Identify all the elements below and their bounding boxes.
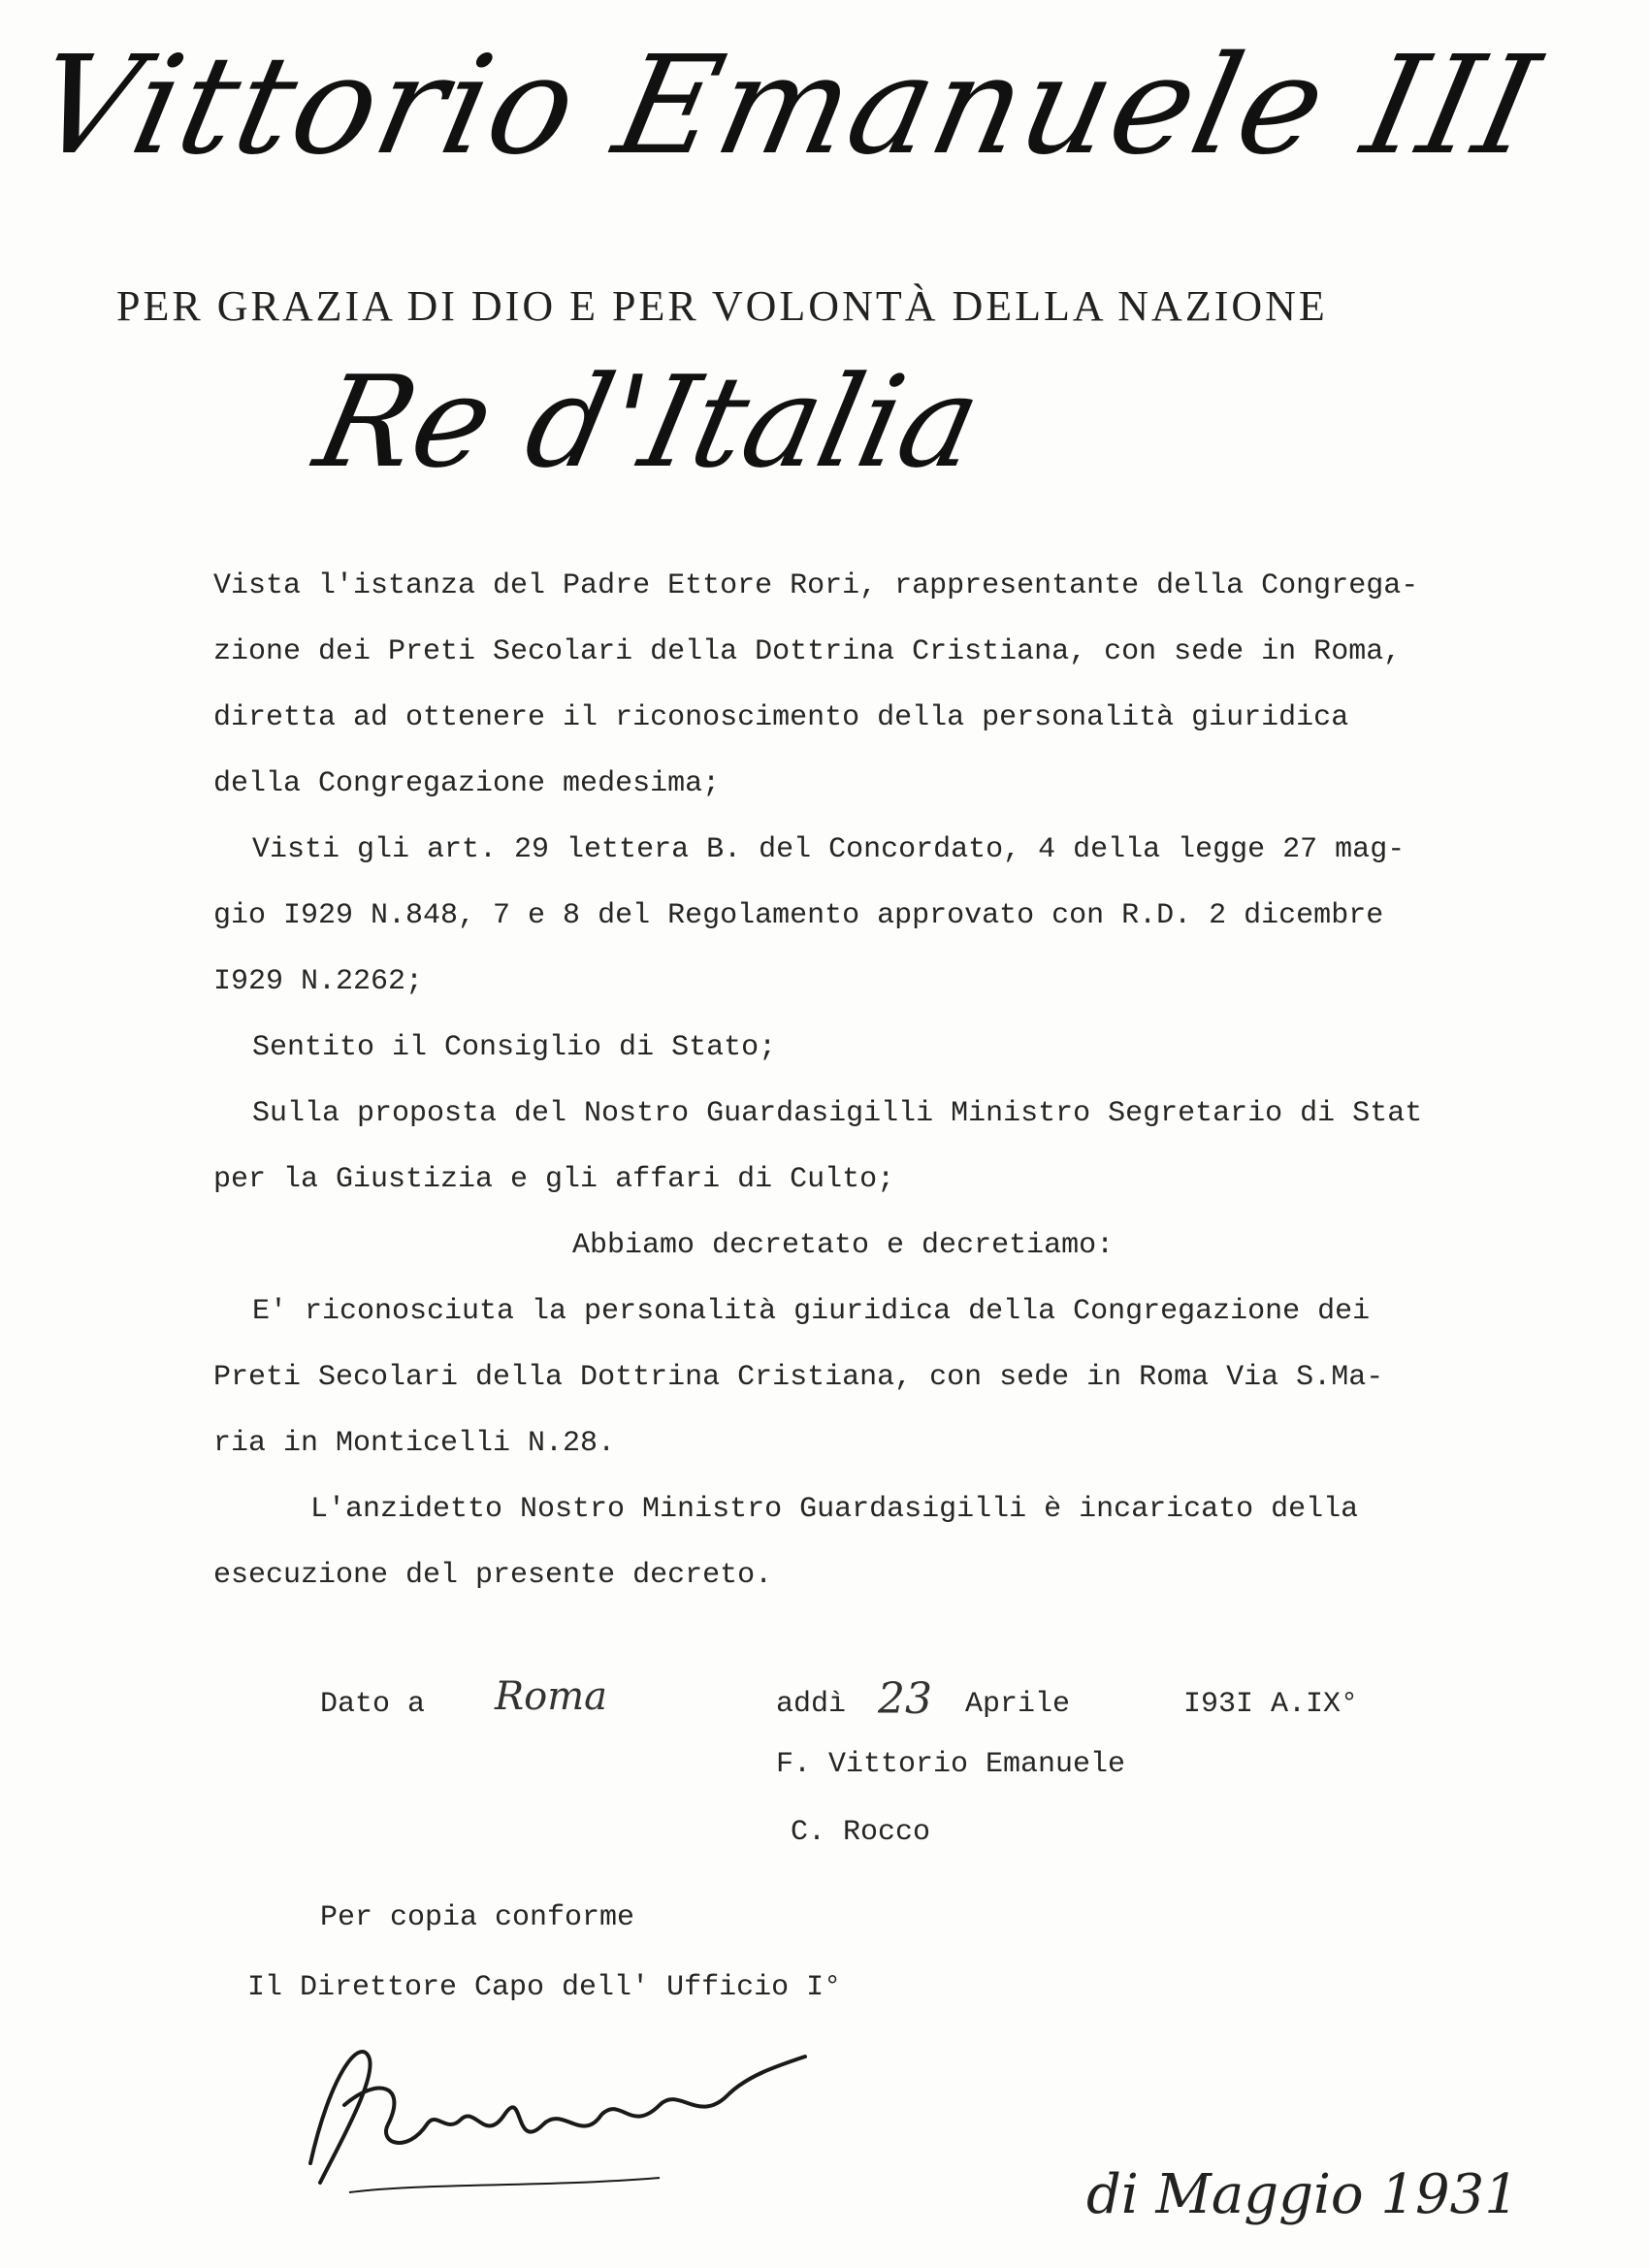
king-signature-line: F. Vittorio Emanuele <box>776 1748 1126 1781</box>
body-line: L'anzidetto Nostro Ministro Guardasigilli è incaricato della <box>310 1493 1359 1526</box>
body-line: Visti gli art. 29 lettera B. del Concordato, 4 della legge 27 mag- <box>252 833 1406 866</box>
handwritten-date: di Maggio 1931 <box>1086 2163 1519 2226</box>
dato-a-label: Dato a <box>320 1688 426 1721</box>
decree-heading: Abbiamo decretato e decretiamo: <box>572 1229 1115 1262</box>
body-line: esecuzione del presente decreto. <box>213 1559 773 1592</box>
minister-signature-line: C. Rocco <box>791 1816 931 1849</box>
body-line: I929 N.2262; <box>213 965 424 998</box>
royal-title: Re d'Italia <box>304 348 993 496</box>
director-line: Il Direttore Capo dell' Ufficio I° <box>247 1971 842 2004</box>
body-line: diretta ad ottenere il riconoscimento della personalità giuridica <box>213 701 1349 734</box>
body-line: per la Giustizia e gli affari di Culto; <box>213 1163 895 1196</box>
body-line: gio I929 N.848, 7 e 8 del Regolamento approvato con R.D. 2 dicembre <box>213 899 1384 932</box>
body-line: ria in Monticelli N.28. <box>213 1427 616 1460</box>
handwritten-place: Roma <box>495 1674 607 1719</box>
body-line: Sulla proposta del Nostro Guardasigilli Ministro Segretario di Stat <box>252 1097 1423 1130</box>
handwritten-day: 23 <box>878 1674 932 1724</box>
body-line: E' riconosciuta la personalità giuridica della Congregazione dei <box>252 1295 1371 1328</box>
document-title: Vittorio Emanuele III <box>21 27 1552 185</box>
document-subtitle: PER GRAZIA DI DIO E PER VOLONTÀ DELLA NAZIONE <box>116 282 1328 330</box>
decree-body <box>213 553 1571 1608</box>
addi-label: addì <box>776 1688 847 1721</box>
director-signature <box>291 2018 834 2212</box>
body-line: zione dei Preti Secolari della Dottrina Cristiana, con sede in Roma, <box>213 635 1402 668</box>
copy-conformity-line: Per copia conforme <box>320 1901 635 1934</box>
body-line: della Congregazione medesima; <box>213 767 721 800</box>
month-label: Aprile <box>965 1688 1071 1721</box>
body-line: Vista l'istanza del Padre Ettore Rori, rappresentante della Congrega- <box>213 569 1419 602</box>
body-line: Preti Secolari della Dottrina Cristiana, con sede in Roma Via S.Ma- <box>213 1361 1384 1394</box>
body-line: Sentito il Consiglio di Stato; <box>252 1031 777 1064</box>
year-label: I93I A.IX° <box>1183 1688 1359 1721</box>
